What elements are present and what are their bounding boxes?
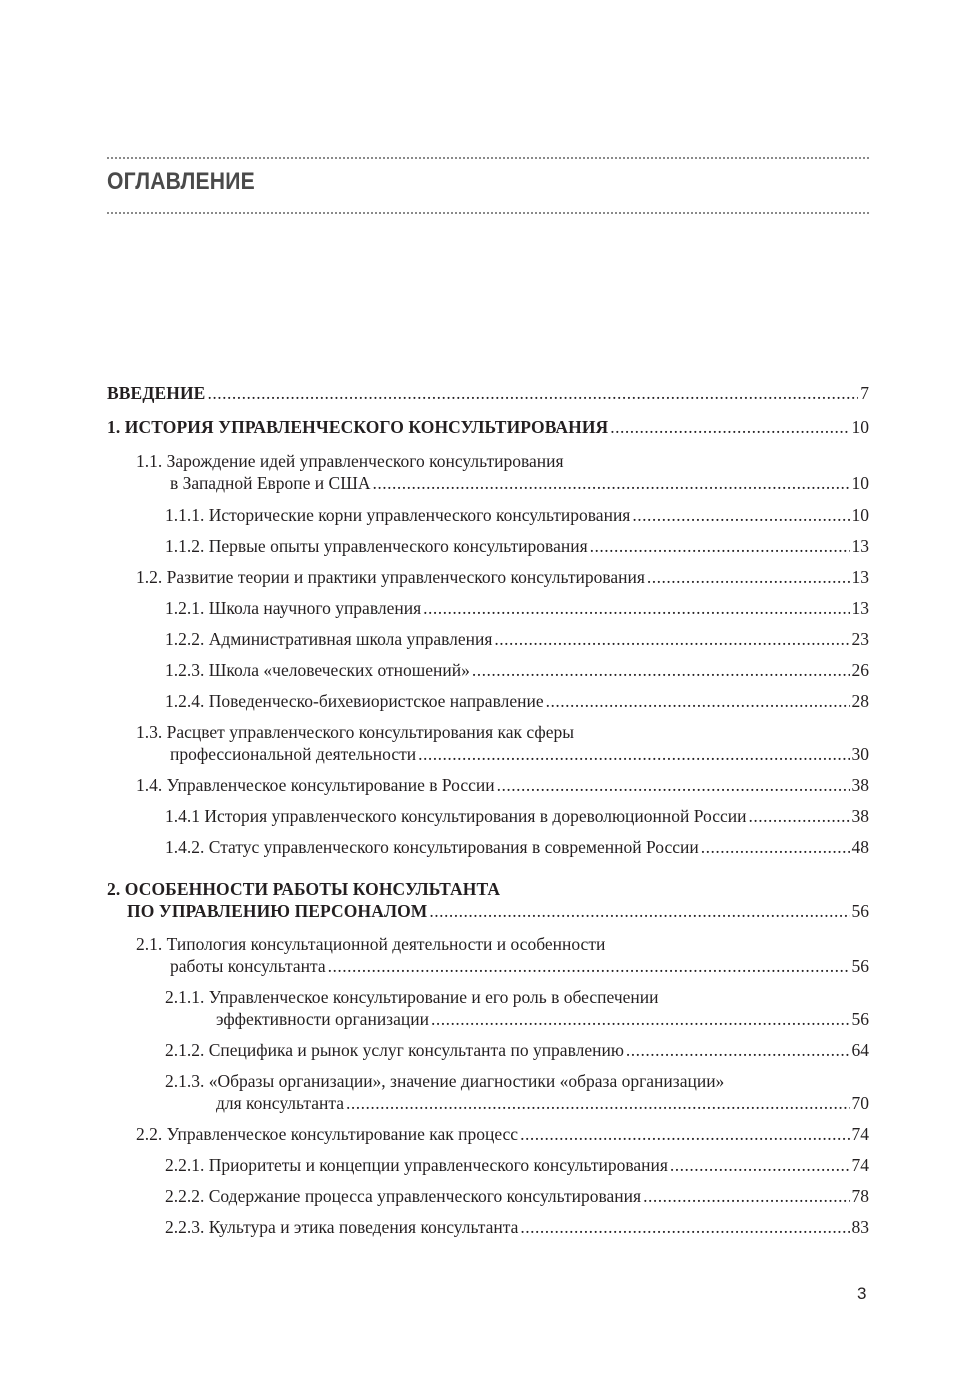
toc-entry-title: 1.4.1 История управленческого консультирования в дореволюционной России [165, 806, 747, 826]
toc-entry-title: 2.1.2. Специфика и рынок услуг консультанта по управлению [165, 1040, 624, 1060]
dot-leader [520, 1216, 849, 1238]
toc-entry-title: 1.3. Расцвет управленческого консультирования как сферы [136, 722, 574, 742]
dot-leader [418, 743, 849, 765]
toc-entry[interactable] [107, 628, 869, 650]
toc-entry-title: 1. ИСТОРИЯ УПРАВЛЕНЧЕСКОГО КОНСУЛЬТИРОВАНИЯ [107, 417, 609, 437]
toc-entry-title: в Западной Европе и США [170, 473, 371, 493]
toc-entry-title: для консультанта [216, 1093, 344, 1113]
toc-entry-title: 1.4. Управленческое консультирование в России [136, 775, 495, 795]
toc-entry-page: 13 [851, 598, 869, 618]
toc-entry-page: 48 [851, 837, 869, 857]
toc-entry-page: 10 [851, 505, 869, 525]
toc-entry-page: 10 [851, 473, 869, 493]
dot-leader [429, 900, 849, 922]
toc-entry-title: 2. ОСОБЕННОСТИ РАБОТЫ КОНСУЛЬТАНТА [107, 879, 501, 899]
toc-entry-page: 10 [851, 417, 869, 437]
toc-entry-title: 2.2. Управленческое консультирование как процесс [136, 1124, 519, 1144]
toc-entry[interactable] [107, 986, 869, 1030]
dotted-rule-bottom [107, 212, 869, 214]
dot-leader [494, 628, 849, 650]
toc-entry[interactable] [107, 774, 869, 796]
dot-leader [590, 535, 850, 557]
toc-entry[interactable] [107, 1185, 869, 1207]
toc-entry-page: 30 [851, 744, 869, 764]
toc-entry-page: 38 [851, 806, 869, 826]
page-number: 3 [857, 1284, 867, 1303]
toc-entry-title: 2.2.1. Приоритеты и концепции управленческого консультирования [165, 1155, 668, 1175]
table-of-contents [107, 373, 869, 1238]
dot-leader [520, 1123, 849, 1145]
toc-entry-title: 2.2.2. Содержание процесса управленческого консультирования [165, 1186, 642, 1206]
toc-entry-page: 56 [851, 956, 869, 976]
toc-entry-page: 74 [851, 1155, 869, 1175]
toc-entry-title: 1.1. Зарождение идей управленческого консультирования [136, 451, 564, 471]
toc-entry[interactable] [107, 1123, 869, 1145]
dot-leader [610, 416, 849, 438]
toc-entry[interactable] [107, 805, 869, 827]
page-title: ОГЛАВЛЕНИЕ [107, 168, 255, 195]
dot-leader [647, 566, 850, 588]
toc-entry-title: ВВЕДЕНИЕ [107, 383, 206, 403]
toc-entry-page: 78 [851, 1186, 869, 1206]
dot-leader [431, 1008, 850, 1030]
toc-entry[interactable] [107, 1039, 869, 1061]
dot-leader [701, 836, 850, 858]
toc-entry-page: 13 [851, 567, 869, 587]
toc-entry-title: 1.2. Развитие теории и практики управленческого консультирования [136, 567, 645, 587]
toc-entry-page: 26 [851, 660, 869, 680]
dot-leader [546, 690, 850, 712]
dot-leader [472, 659, 850, 681]
toc-entry-title: профессиональной деятельности [170, 744, 417, 764]
toc-entry-title: 1.2.4. Поведенческо-бихевиористское направление [165, 691, 544, 711]
toc-entry-title: 1.1.1. Исторические корни управленческого консультирования [165, 505, 631, 525]
dot-leader [497, 774, 850, 796]
toc-entry[interactable] [107, 933, 869, 977]
toc-entry[interactable] [107, 1154, 869, 1176]
toc-entry-title: 2.1. Типология консультационной деятельности и особенности [136, 934, 606, 954]
dot-leader [643, 1185, 849, 1207]
toc-entry-title: 2.2.3. Культура и этика поведения консультанта [165, 1217, 519, 1237]
toc-entry[interactable] [107, 597, 869, 619]
toc-entry[interactable] [107, 566, 869, 588]
toc-entry[interactable] [107, 535, 869, 557]
toc-entry-page: 56 [851, 1009, 869, 1029]
toc-entry-page: 83 [851, 1217, 869, 1237]
dotted-rule-top [107, 157, 869, 159]
toc-entry[interactable] [107, 1070, 869, 1114]
dot-leader [670, 1154, 850, 1176]
dot-leader [626, 1039, 850, 1061]
toc-entry[interactable] [107, 504, 869, 526]
toc-entry[interactable] [107, 659, 869, 681]
dot-leader [207, 382, 858, 404]
toc-entry-title: 2.1.3. «Образы организации», значение диагностики «образа организации» [165, 1071, 725, 1091]
toc-entry-page: 23 [851, 629, 869, 649]
toc-entry-title: 2.1.1. Управленческое консультирование и его роль в обеспечении [165, 987, 659, 1007]
toc-entry-page: 64 [851, 1040, 869, 1060]
toc-entry[interactable] [107, 878, 869, 922]
toc-entry-page: 13 [851, 536, 869, 556]
dot-leader [346, 1092, 850, 1114]
toc-entry-title: 1.2.2. Административная школа управления [165, 629, 493, 649]
dot-leader [632, 504, 849, 526]
toc-entry[interactable] [107, 836, 869, 858]
toc-entry-page: 38 [851, 775, 869, 795]
toc-entry-page: 28 [851, 691, 869, 711]
dot-leader [423, 597, 849, 619]
toc-entry-page: 7 [860, 383, 869, 403]
dot-leader [328, 955, 850, 977]
toc-entry-title: 1.1.2. Первые опыты управленческого консультирования [165, 536, 588, 556]
toc-entry-title: ПО УПРАВЛЕНИЮ ПЕРСОНАЛОМ [127, 901, 428, 921]
toc-entry[interactable] [107, 450, 869, 494]
toc-entry-title: 1.4.2. Статус управленческого консультирования в современной России [165, 837, 699, 857]
toc-entry[interactable] [107, 416, 869, 438]
dot-leader [373, 472, 850, 494]
toc-entry[interactable] [107, 721, 869, 765]
toc-entry-title: работы консультанта [170, 956, 326, 976]
toc-entry[interactable] [107, 382, 869, 404]
toc-entry-page: 74 [851, 1124, 869, 1144]
toc-entry-title: 1.2.1. Школа научного управления [165, 598, 422, 618]
dot-leader [749, 805, 850, 827]
toc-entry-page: 70 [851, 1093, 869, 1113]
toc-entry-title: 1.2.3. Школа «человеческих отношений» [165, 660, 470, 680]
toc-entry[interactable] [107, 1216, 869, 1238]
toc-entry-title: эффективности организации [216, 1009, 429, 1029]
toc-entry[interactable] [107, 690, 869, 712]
toc-entry-page: 56 [851, 901, 869, 921]
